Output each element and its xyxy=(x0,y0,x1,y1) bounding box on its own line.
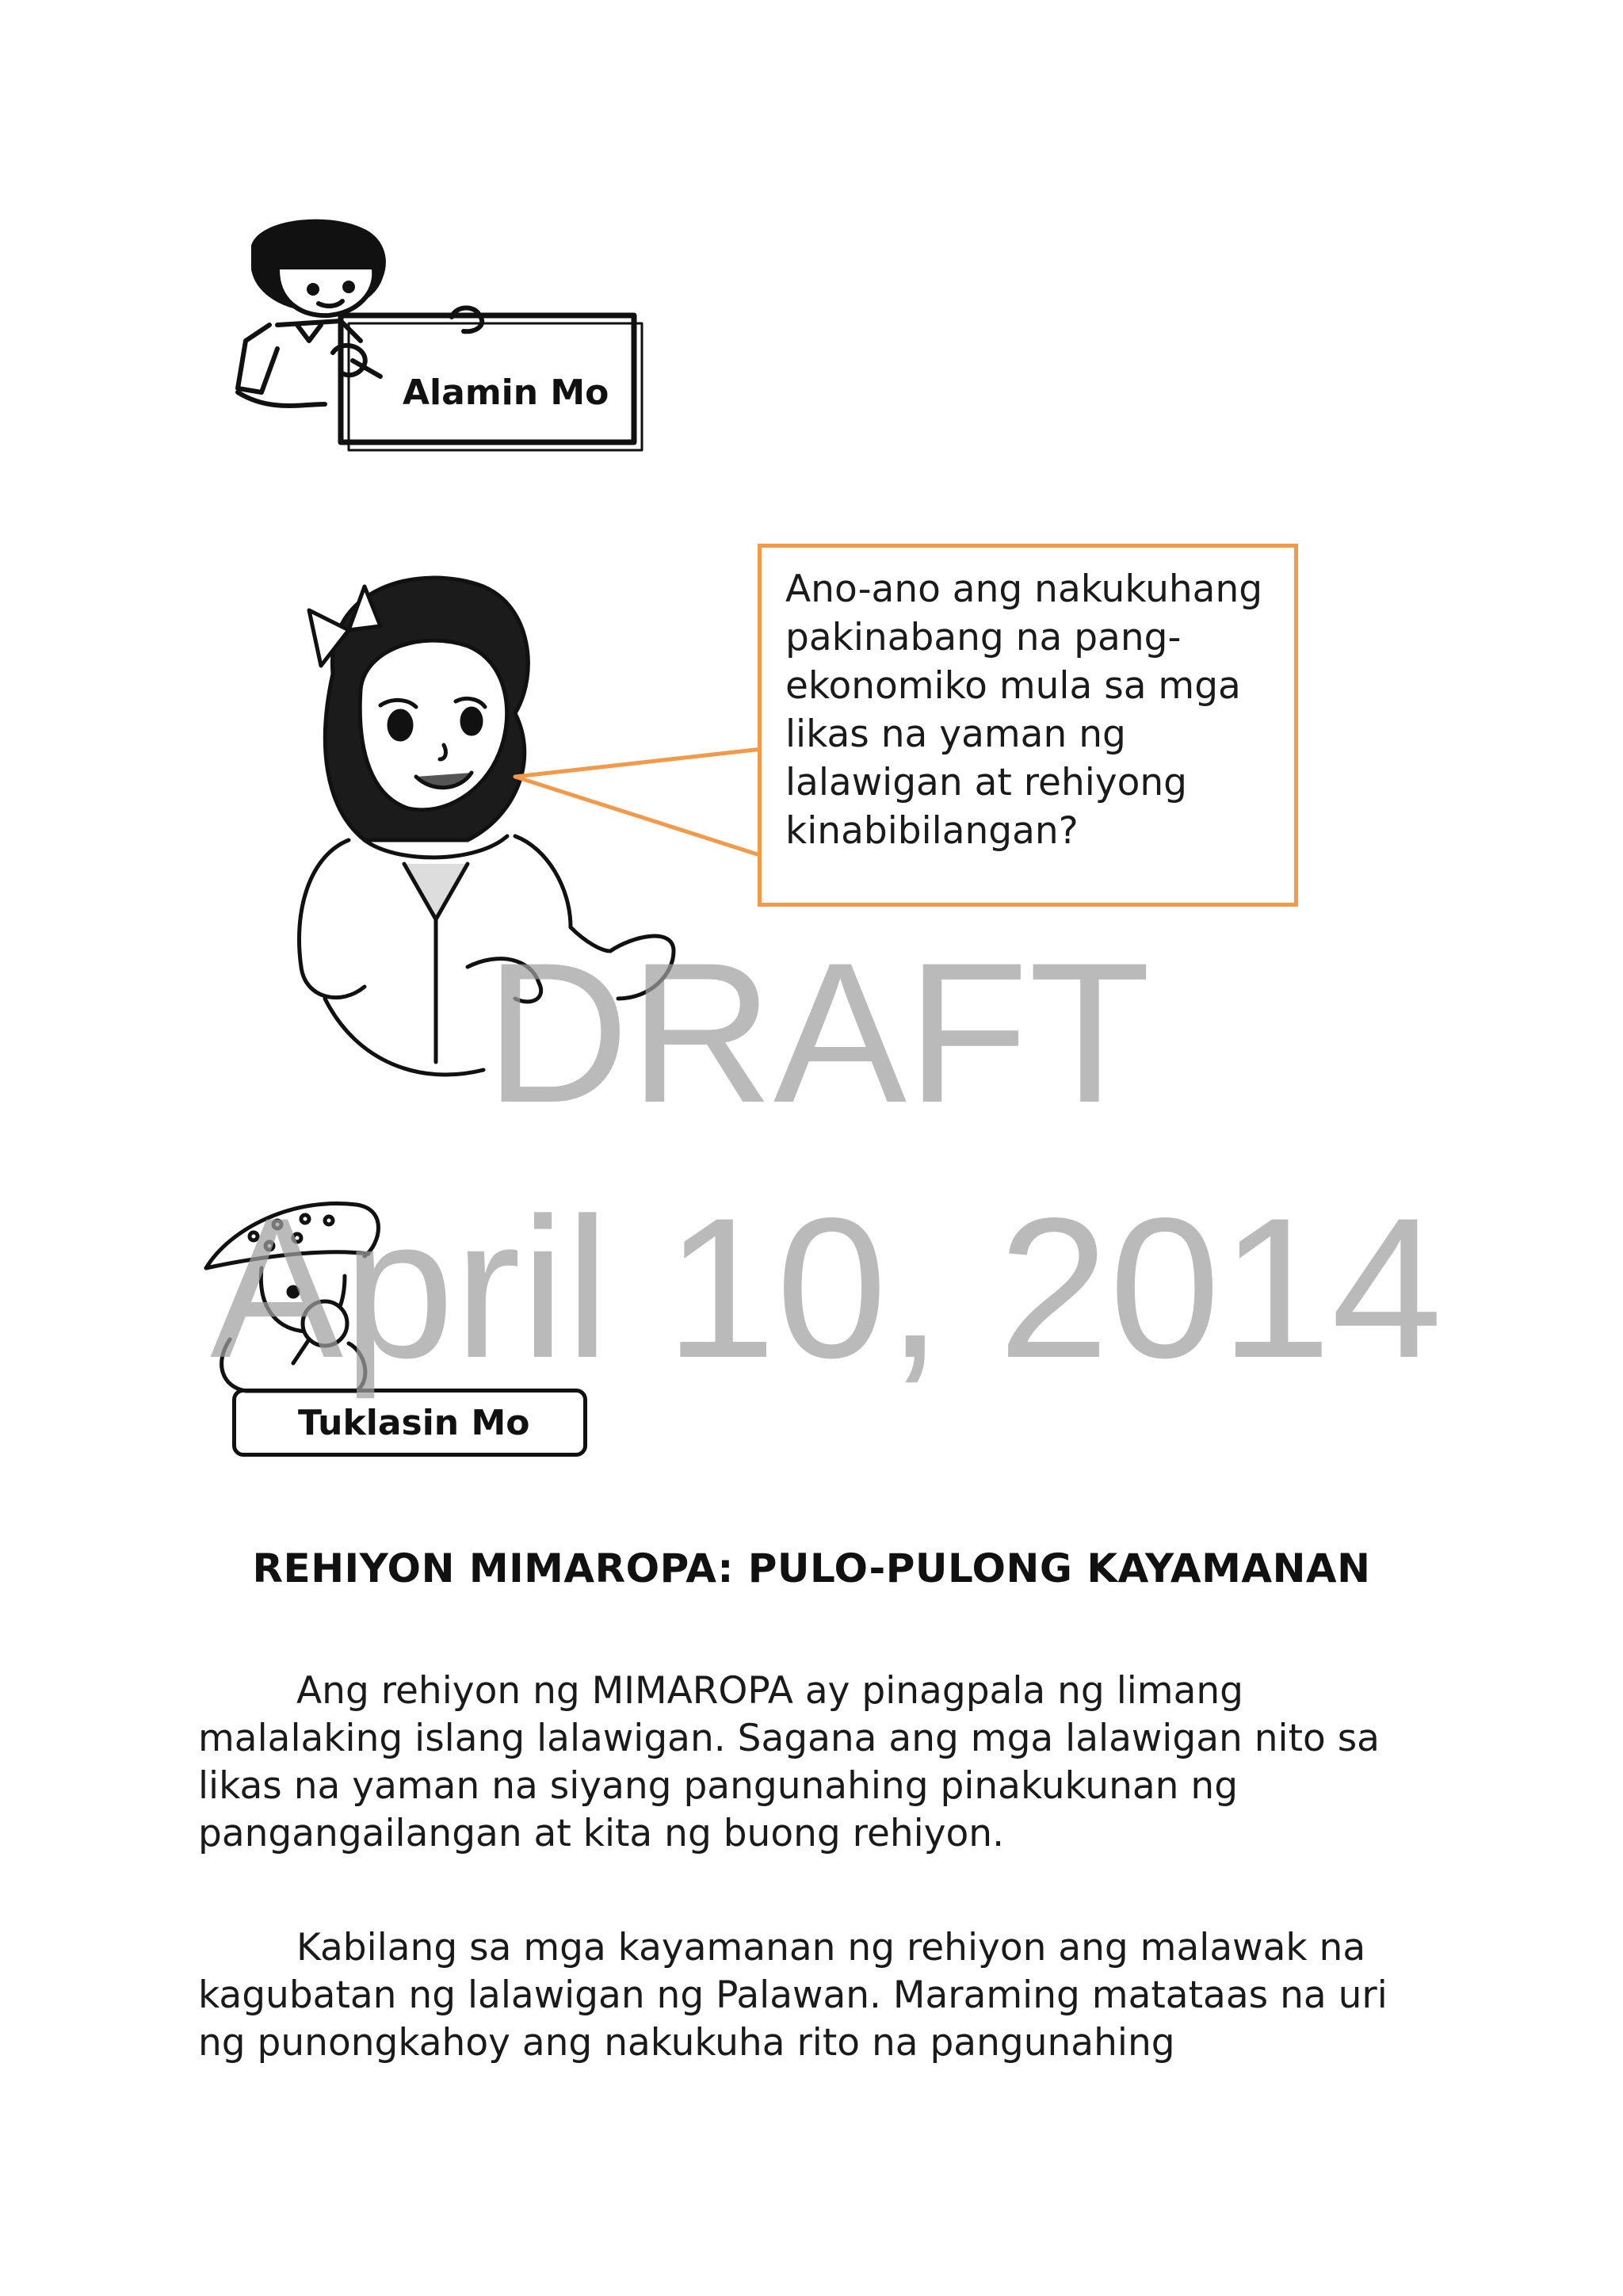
watermark-draft: DRAFT xyxy=(485,922,1151,1144)
speech-bubble-tail xyxy=(507,745,769,896)
bubble-line: Ano-ano ang nakukuhang xyxy=(785,567,1263,611)
bubble-line: ekonomiko mula sa mga xyxy=(785,664,1241,708)
paragraph-1 xyxy=(198,1668,1466,1858)
paragraph-line: likas na yaman na siyang pangunahing pinakukunan ng xyxy=(198,1764,1239,1808)
paragraph-line: malalaking islang lalawigan. Sagana ang mga lalawigan nito sa xyxy=(198,1717,1380,1760)
article-title: REHIYON MIMAROPA: PULO-PULONG KAYAMANAN xyxy=(252,1545,1371,1591)
paragraph-line: ng punongkahoy ang nakukuha rito na pangunahing xyxy=(198,2021,1175,2065)
bubble-line: kinabibilangan? xyxy=(785,809,1079,853)
alamin-mo-illustration xyxy=(222,214,666,452)
alamin-mo-label: Alamin Mo xyxy=(403,372,609,413)
paragraph-line: Kabilang sa mga kayamanan ng rehiyon ang malawak na xyxy=(296,1926,1366,1969)
speech-bubble xyxy=(758,544,1298,907)
bubble-line: pakinabang na pang- xyxy=(785,616,1182,659)
paragraph-line: pangangailangan at kita ng buong rehiyon. xyxy=(198,1812,1005,1855)
paragraph-2 xyxy=(198,1924,1466,2067)
tuklasin-mo-label: Tuklasin Mo xyxy=(232,1389,587,1457)
watermark-date: April 10, 2014 xyxy=(210,1177,1443,1400)
bubble-line: likas na yaman ng xyxy=(785,712,1126,756)
bubble-line: lalawigan at rehiyong xyxy=(785,761,1187,804)
paragraph-line: kagubatan ng lalawigan ng Palawan. Maraming matataas na uri xyxy=(198,1973,1388,2017)
paragraph-line: Ang rehiyon ng MIMAROPA ay pinagpala ng limang xyxy=(296,1669,1244,1713)
